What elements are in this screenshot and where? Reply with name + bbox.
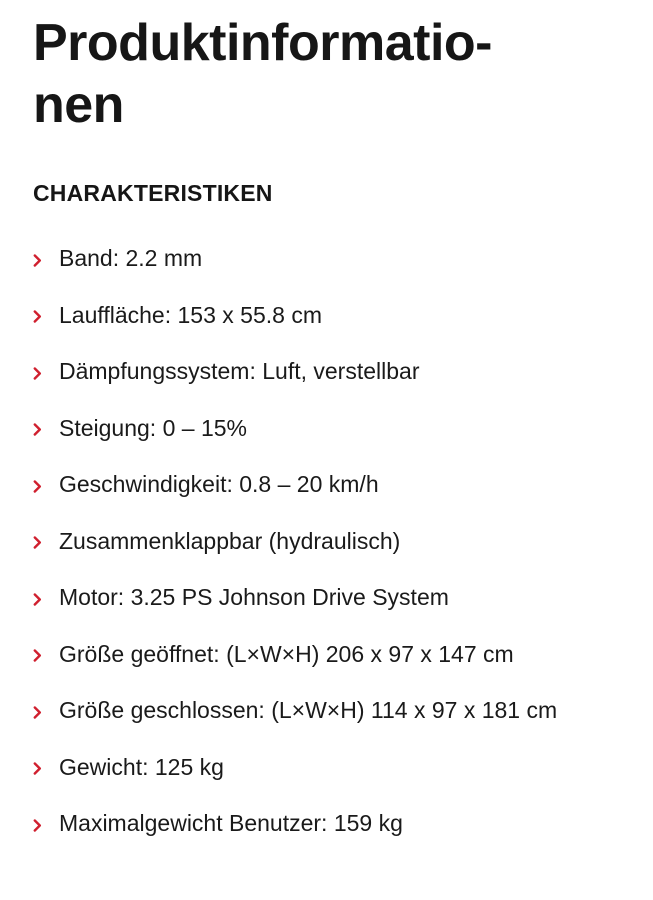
chevron-right-icon bbox=[33, 692, 47, 728]
list-item bbox=[33, 523, 633, 559]
page-title bbox=[33, 0, 633, 136]
chevron-right-icon bbox=[33, 805, 47, 841]
list-item-text: Gewicht: 125 kg bbox=[59, 753, 224, 780]
list-item-text: Größe geöffnet: (L×W×H) 206 x 97 x 147 cm bbox=[59, 640, 514, 667]
page-title-line-2: nen bbox=[33, 76, 124, 134]
feature-list bbox=[33, 240, 633, 841]
list-item bbox=[33, 466, 633, 502]
chevron-right-icon bbox=[33, 523, 47, 559]
list-item bbox=[33, 749, 633, 785]
list-item-text: Band: 2.2 mm bbox=[59, 245, 203, 271]
list-item bbox=[33, 579, 633, 615]
chevron-right-icon bbox=[33, 466, 47, 502]
chevron-right-icon bbox=[33, 636, 47, 672]
chevron-right-icon bbox=[33, 240, 47, 276]
list-item bbox=[33, 410, 633, 446]
chevron-right-icon bbox=[33, 749, 47, 785]
list-item bbox=[33, 636, 633, 672]
chevron-right-icon bbox=[33, 410, 47, 446]
list-item-text: Maximalgewicht Benutzer: 159 kg bbox=[59, 810, 403, 836]
list-item bbox=[33, 692, 633, 728]
list-item bbox=[33, 805, 633, 841]
list-item-text: Motor: 3.25 PS Johnson Drive System bbox=[59, 584, 449, 610]
page-title-line-1: Produktinformatio- bbox=[33, 14, 492, 72]
list-item bbox=[33, 353, 633, 389]
chevron-right-icon bbox=[33, 579, 47, 615]
product-info-section bbox=[33, 0, 633, 862]
chevron-right-icon bbox=[33, 353, 47, 389]
list-item-text: Lauffläche: 153 x 55.8 cm bbox=[59, 301, 322, 328]
list-item-text: Dämpfungssystem: Luft, verstellbar bbox=[59, 358, 420, 384]
list-item-text: Größe geschlossen: (L×W×H) 114 x 97 x 181 cm bbox=[59, 697, 558, 723]
list-item bbox=[33, 297, 633, 333]
list-item bbox=[33, 240, 633, 276]
list-item-text: Zusammenklappbar (hydraulisch) bbox=[59, 527, 401, 554]
chevron-right-icon bbox=[33, 297, 47, 333]
list-item-text: Geschwindigkeit: 0.8 – 20 km/h bbox=[59, 471, 379, 497]
section-heading: CHARAKTERISTIKEN bbox=[33, 180, 273, 206]
list-item-text: Steigung: 0 – 15% bbox=[59, 414, 247, 441]
